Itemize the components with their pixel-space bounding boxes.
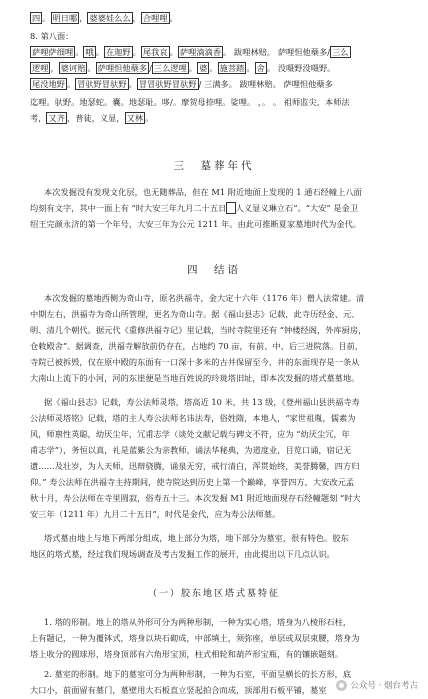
inline-text: 。 [188, 63, 198, 73]
boxed-text: 在迦野 [105, 47, 131, 57]
paragraph-line: 中期左右，洪福寺为奇山所管理，更名为奇山寺。据《福山县志》记载，此寺历经金、元、 [30, 309, 360, 319]
inline-text: / [149, 63, 152, 73]
inline-text: 。 跋哩林赔。 萨哩怛他蘖多/ [223, 47, 331, 57]
boxed-text: 又林 [126, 113, 144, 123]
text-line-r2 [30, 62, 414, 74]
boxed-text: 三么逻哩 [153, 63, 187, 73]
inline-text: ， [132, 13, 141, 23]
text-line-r1 [30, 46, 414, 58]
paragraph-line: 大南山上流下的小河，河的东崖便是当地百姓说的玲珑塔旧址，即本次发掘的塔式墓墓地。 [30, 373, 360, 383]
text-line-r4: 迄哩。驮野。地瑟蛇。囊。地瑟耻。哆/。摩贺母捺哩。娑哩。 ，。 。 祖师监尖，本师法 [30, 97, 350, 107]
paragraph-line: 地区的塔式墓，经过我们现场调查及考古发掘工作的展开，由此提出以下几点认识。 [30, 549, 335, 559]
inline-text: 。 [66, 79, 76, 89]
boxed-text: 尾我哀 [142, 47, 168, 57]
inline-text: 。 没嗫野没嗫野 [266, 63, 328, 73]
inline-text: 四 [32, 13, 41, 23]
inline-text: 。 [327, 63, 336, 73]
boxed-text: 逻哩 [32, 63, 49, 73]
inline-text: 考， [30, 113, 47, 123]
text-line-r5 [30, 112, 414, 124]
inline-text: 。 [87, 63, 96, 73]
subsection-title-features: （一）胶东地区塔式墓特征 [147, 589, 280, 599]
paragraph-line: 秋十月，寿公法师在寺里圆寂，俗寿五十三。本次发掘 M1 附近地面现存石经幢题刻 “时大 [30, 493, 361, 503]
text-line-r3 [30, 78, 414, 90]
paragraph-line: 本次发掘的墓地西侧为奇山寺，原名洪福寺，金大定十六年（1176 年）僧人法常建。清 [44, 293, 365, 303]
boxed-text: 萨哩滴滴香 [179, 47, 222, 57]
inline-text: 明日哪 [52, 13, 78, 23]
paragraph-line: 大口小，前面留有墓门，墓壁用大石板直立竖起拍合而成，顶部用石板平铺，墓室 [30, 685, 327, 695]
paragraph-line: 公法师灵塔铭》记载，塔的主人寿公法师名讳法寿，俗姓隋，本地人，“家世祖胤，儒素为 [30, 413, 356, 423]
watermark: 公众号 · 烟台考古 [336, 679, 418, 691]
paragraph-line: 明、清几个朝代。据元代《重修洪福寺记》里记载，当时寺院里还有 “钟楼经阁，外库厨房， [30, 325, 367, 335]
inline-text: 。 [169, 13, 178, 23]
paragraph-line: 仓敕殿舍”。据调查，洪福寺解放前仍存在，占地约 70 亩，有前、中、后三进院落。目前， [30, 341, 364, 351]
inline-text: 。 [246, 63, 255, 73]
missing-character-box [226, 202, 235, 214]
paragraph-line: 塔上收分的圆球形，塔身顶部有六角形宝顶，柱式相轮和葫芦形宝瓶，有的镶嵌题刻。 [30, 649, 344, 659]
paragraph-line: 甫志学”），务恒以真，礼是蓝紫公为亲教师，诵法华秘典，为道度业，目览口诵，宿记无 [30, 445, 352, 455]
section-title-conclusion: 四 结语 [187, 264, 241, 276]
inline-text: 。 [128, 79, 137, 89]
boxed-text: 婆诃赔 [60, 63, 86, 73]
boxed-text: 冒冒驮野冒驮野 [138, 79, 197, 89]
paragraph-line: 遗……及壮岁，为人天师，迅辩骁腾，诵泉无穷，戒行清白，浑贯始终，美誉腾馨，四方归 [30, 461, 360, 471]
paragraph-line: 上有题记，一种为覆钵式，塔身以块石砌成，中部填土，须弥座，单层或双层束腰，塔身为 [30, 633, 360, 643]
inline-text: 合哩哩 [142, 13, 168, 23]
inline-text: 。 [132, 47, 141, 57]
boxed-text: 尾没地野 [32, 79, 65, 89]
boxed-text: 又齐 [48, 113, 65, 123]
paragraph-line: 本次发掘没有发现文化层，也无随葬品，但在 M1 附近地面上发现的 1 通石经幢上八面 [44, 187, 362, 197]
boxed-text: 舍 [256, 63, 265, 73]
inline-text: 。 [42, 13, 51, 23]
boxed-text: 冒驮野冒驮野 [77, 79, 127, 89]
inline-text: 。 [145, 113, 154, 123]
section-title-dating: 三 墓葬年代 [173, 160, 255, 172]
paragraph-line: 1. 塔的形制。地上的塔从外形可分为两种形制，一种为实心塔，塔身为八棱形石柱， [44, 617, 352, 627]
boxed-text: 萨哩怛他蘖多 [97, 63, 148, 73]
boxed-text: 三么 [332, 47, 349, 57]
inline-text: 。 [169, 47, 178, 57]
inline-text: ， [50, 63, 59, 73]
paragraph-line: 塔式墓由地上与地下两部分组成，地上部分为塔，地下部分为墓室，很有特色。胶东 [44, 533, 349, 543]
paragraph-line: 绍王完颜永济的第一个年号，大安三年为公元 1211 年。由此可推断夏家墓地时代为金代。 [30, 219, 362, 229]
paragraph-line: 2. 墓室的形制。地下的墓室可分为两种形制，一种为石室，平面呈横长的长方形，底 [44, 669, 352, 679]
wechat-icon [336, 680, 347, 691]
inline-text: / 三满多。 跋哩林赔。 萨哩怛他蘖多 [198, 79, 333, 89]
paragraph-line: 仰。” 寿公法师在洪福寺主持期间，使寺院达到历史上第一个巅峰，享誉四方，大安改元孟 [30, 477, 355, 487]
paragraph-line: 均刻有文字，其中一面上有 “时大安三年九月二十五日 人义显义琳立石”。“大安” 是金卫 [30, 203, 359, 213]
inline-text: 。 [209, 63, 218, 73]
boxed-text: 萨哩萨细哩 [32, 47, 74, 57]
boxed-text: 哦 [85, 47, 94, 57]
text-line-top [30, 12, 414, 24]
inline-text: ， [79, 13, 88, 23]
inline-text: 。 [75, 47, 84, 57]
boxed-text: 婆 [199, 63, 208, 73]
paragraph-line: 安三年（1211 年）九月二十五日”，时代是金代，应为寿公法师墓。 [30, 509, 281, 519]
inline-text: 。 [95, 47, 104, 57]
inline-text: 婆婆娃么么 [89, 13, 131, 23]
eighth-face-heading: 8. 第八面： [30, 31, 74, 41]
inline-text: ，普徒，义显， [66, 113, 125, 123]
boxed-text: 施菩踏 [219, 63, 245, 73]
paragraph-line: 寺院已被拆毁，仅在原中殿的东面有一口深十多米的古井保留至今，井的东面现存是一条从 [30, 357, 360, 367]
paragraph-line: 风，师禀性英聪，幼厌尘年，冗甫志学（谈处文献记载与碑文不符，应为 “幼厌尘冗，年 [30, 429, 350, 439]
paragraph-line: 据《福山县志》记载，寿公法师灵塔，塔高近 10 米，共 13 级，《登州福山县洪福寺寿 [44, 397, 360, 407]
